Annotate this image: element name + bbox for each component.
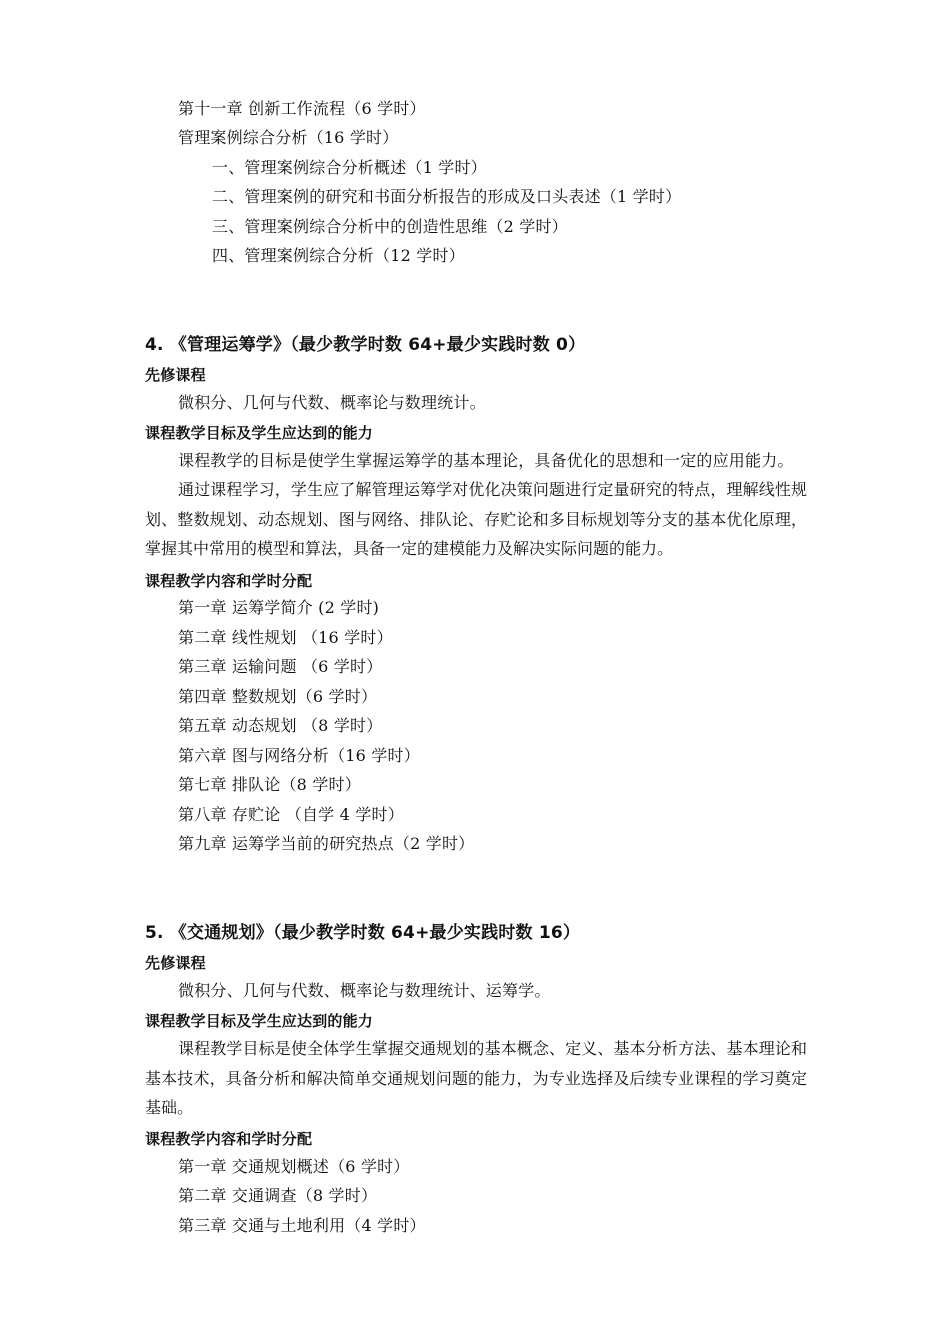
course-4-chapter: 第二章 线性规划 （16 学时） bbox=[178, 628, 393, 647]
course-4-chapter: 第八章 存贮论 （自学 4 学时） bbox=[178, 805, 404, 824]
course-4-goal-paragraph-1: 课程教学的目标是使学生掌握运筹学的基本理论，具备优化的思想和一定的应用能力。 bbox=[178, 451, 794, 470]
course-5-chapter: 第三章 交通与土地利用（4 学时） bbox=[178, 1216, 426, 1235]
course-5-prereq: 微积分、几何与代数、概率论与数理统计、运筹学。 bbox=[178, 981, 551, 1000]
course-4-chapter: 第六章 图与网络分析（16 学时） bbox=[178, 746, 420, 765]
course-4-goal-paragraph-2: 通过课程学习，学生应了解管理运筹学对优化决策问题进行定量研究的特点，理解线性规划、整数规划、动态规划、图与网络、排队论、存贮论和多目标规划等分支的基本优化原理，掌握其中常用的模型和算法，具备一定的建模能力及解决实际问题的能力。 bbox=[145, 480, 807, 558]
course-5-content-heading: 课程教学内容和学时分配 bbox=[145, 1130, 313, 1148]
course-4-content-heading: 课程教学内容和学时分配 bbox=[145, 572, 313, 590]
case-item: 二、管理案例的研究和书面分析报告的形成及口头表述（1 学时） bbox=[212, 187, 682, 206]
course-4-prereq-heading: 先修课程 bbox=[145, 366, 206, 384]
course-5-prereq-heading: 先修课程 bbox=[145, 954, 206, 972]
chapter-11-line: 第十一章 创新工作流程（6 学时） bbox=[178, 99, 426, 118]
case-item: 一、管理案例综合分析概述（1 学时） bbox=[212, 158, 487, 177]
course-4-chapter: 第一章 运筹学简介 (2 学时) bbox=[178, 598, 380, 617]
course-4-chapter: 第九章 运筹学当前的研究热点（2 学时） bbox=[178, 834, 475, 853]
course-5-goal-heading: 课程教学目标及学生应达到的能力 bbox=[145, 1012, 374, 1030]
course-4-title: 4. 《管理运筹学》（最少教学时数 64+最少实践时数 0） bbox=[145, 335, 586, 355]
case-item: 三、管理案例综合分析中的创造性思维（2 学时） bbox=[212, 217, 568, 236]
course-4-prereq: 微积分、几何与代数、概率论与数理统计。 bbox=[178, 393, 486, 412]
case-item: 四、管理案例综合分析（12 学时） bbox=[212, 246, 465, 265]
course-4-goal-heading: 课程教学目标及学生应达到的能力 bbox=[145, 424, 374, 442]
course-4-chapter: 第四章 整数规划（6 学时） bbox=[178, 687, 378, 706]
course-4-chapter: 第七章 排队论（8 学时） bbox=[178, 775, 361, 794]
case-analysis-line: 管理案例综合分析（16 学时） bbox=[178, 128, 399, 147]
course-4-chapter: 第五章 动态规划 （8 学时） bbox=[178, 716, 383, 735]
course-5-chapter: 第一章 交通规划概述（6 学时） bbox=[178, 1157, 410, 1176]
course-4-chapter: 第三章 运输问题 （6 学时） bbox=[178, 657, 383, 676]
course-5-goal-paragraph-1: 课程教学目标是使全体学生掌握交通规划的基本概念、定义、基本分析方法、基本理论和基本技术，具备分析和解决简单交通规划问题的能力，为专业选择及后续专业课程的学习奠定基础。 bbox=[145, 1039, 807, 1117]
course-5-title: 5. 《交通规划》（最少教学时数 64+最少实践时数 16） bbox=[145, 923, 581, 943]
course-5-chapter: 第二章 交通调查（8 学时） bbox=[178, 1186, 378, 1205]
